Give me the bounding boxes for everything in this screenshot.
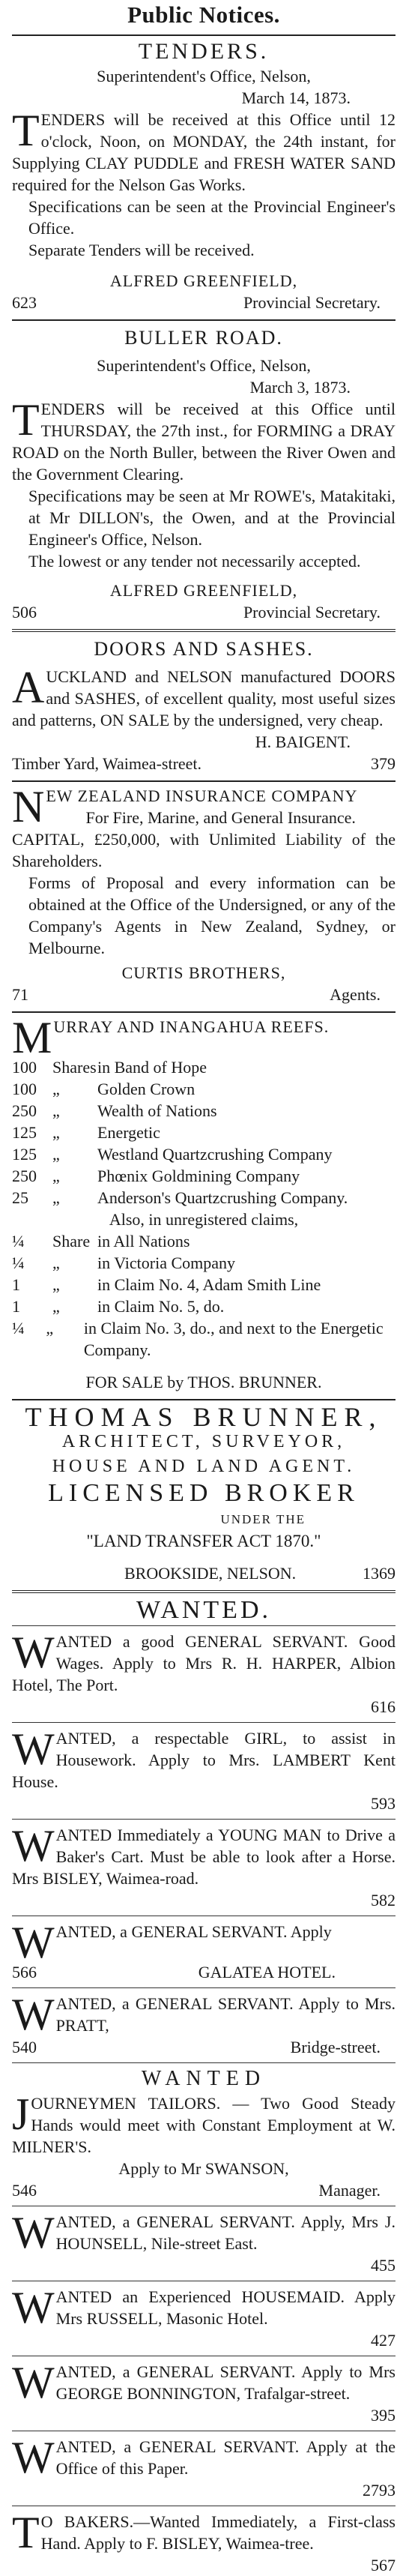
tenders-spec: Specifications can be seen at the Provincial Engineer's Office. [28,197,396,238]
tenders-role: Provincial Secretary. [243,293,381,312]
divider [12,34,396,36]
divider [12,1625,396,1626]
wanted-ad-body: ANTED, a GENERAL SERVANT. Apply to Mrs GEORGE BONNINGTON, Trafalgar-street. [55,2362,396,2403]
brunner-notice [12,1402,396,1584]
bakers-ad [12,2508,396,2576]
wanted-ad-body: ANTED, a respectable GIRL, to assist in Housework. Apply to Mrs. LAMBERT Kent House. [12,1729,396,1791]
brunner-name: THOMAS BRUNNER, [25,1402,383,1432]
wanted-ad [12,1724,396,1814]
wanted-ad-signer: GALATEA HOTEL. [198,1963,336,1981]
journeymen-body: OURNEYMEN TAILORS. — Two Good Steady Hands would meet with Constant Employment at W. MILNER'S. [12,2094,396,2156]
claims-list [12,1230,396,1361]
murray-sale: FOR SALE by THOS. BRUNNER. [85,1373,322,1391]
buller-number: 506 [12,603,37,622]
divider [12,2062,396,2063]
drop-cap: W [12,2208,55,2257]
wanted-ad-body: ANTED, a GENERAL SERVANT. Apply at the Office of this Paper. [55,2437,396,2478]
insurance-capital: CAPITAL, £250,000, with Unlimited Liability of the Shareholders. [12,830,396,870]
tenders-number: 623 [12,293,37,312]
drop-cap: T [12,106,40,155]
divider [12,319,396,321]
brunner-act: "LAND TRANSFER ACT 1870." [86,1532,321,1550]
drop-cap: W [12,1990,55,2039]
insurance-signer: CURTIS BROTHERS, [121,963,286,982]
drop-cap: W [12,1724,55,1774]
doors-number: 379 [371,754,396,773]
drop-cap: W [12,2433,55,2482]
drop-cap: M [12,1013,52,1062]
wanted-ad [12,1821,396,1911]
buller-signer: ALFRED GREENFIELD, [109,581,298,600]
list-item: 250 „ Phœnix Goldmining Company [12,1167,300,1185]
list-item: ¼ „ in Claim No. 3, do., and next to the Energetic Company. [12,1319,384,1359]
wanted-ad-body: ANTED an Experienced HOUSEMAID. Apply Mrs RUSSELL, Masonic Hotel. [55,2287,396,2328]
wanted-ad-signer: Bridge-street. [290,2038,381,2056]
insurance-title: EW ZEALAND INSURANCE COMPANY [46,786,358,805]
insurance-number: 71 [12,985,28,1004]
wanted-ad-number: 395 [371,2406,396,2425]
doors-notice [12,638,396,774]
drop-cap: W [12,1628,55,1677]
tenders-body: ENDERS will be received at this Office until 12 o'clock, Noon, on MONDAY, the 24th instant, for Supplying CLAY PUDDLE and FRESH WATER SAND required for the Nelson Gas Works. [12,110,396,194]
drop-cap: T [12,395,40,445]
divider [12,1722,396,1723]
drop-cap: W [12,2358,55,2407]
wanted-ad-number: 566 [12,1963,37,1981]
divider [12,1987,396,1988]
wanted-ad-body: ANTED, a GENERAL SERVANT. Apply, Mrs J. HOUNSELL, Nile-street East. [55,2212,396,2253]
divider [12,1399,396,1400]
drop-cap: W [12,2283,55,2332]
journeymen-apply: Apply to Mr SWANSON, [118,2159,289,2178]
brunner-under: UNDER THE [220,1512,306,1526]
wanted-ad-body: ANTED, a GENERAL SERVANT. Apply to Mrs. PRATT, [55,1994,396,2035]
tenders-date: March 14, 1873. [241,88,351,107]
wanted-ad-number: 593 [371,1794,396,1813]
drop-cap: W [12,1821,55,1871]
wanted-ad-number: 582 [371,1891,396,1910]
brunner-licensed: LICENSED BROKER [48,1479,360,1507]
murray-also: Also, in unregistered claims, [109,1210,299,1229]
list-item: 1 „ in Claim No. 4, Adam Smith Line [12,1275,321,1294]
drop-cap: T [12,2508,40,2557]
tenders-notice [12,40,396,313]
divider [12,629,396,632]
insurance-body: Forms of Proposal and every information can be obtained at the Office of the Undersigned, or any of the Company's Agents in New Zealand, Sydney, or Melbourne. [28,873,396,957]
journeymen-number: 546 [12,2181,37,2200]
insurance-subtitle: For Fire, Marine, and General Insurance. [85,808,356,827]
divider [12,1590,396,1593]
shares-list [12,1056,396,1209]
list-item: 125 „ Energetic [12,1123,160,1142]
doors-address: Timber Yard, Waimea-street. [12,754,202,773]
notices-column [12,0,396,2576]
buller-role: Provincial Secretary. [243,603,381,622]
wanted-title: WANTED. [136,1596,272,1624]
murray-notice [12,1013,396,1393]
wanted-section [12,1596,396,2576]
murray-title: URRAY AND INANGAHUA REEFS. [53,1017,330,1036]
wanted-ad-body: ANTED a good GENERAL SERVANT. Good Wages. Apply to Mrs R. H. HARPER, Albion Hotel, The Port. [12,1632,396,1694]
drop-cap: W [12,1918,55,1967]
buller-title: BULLER ROAD. [124,327,283,349]
brunner-line2: HOUSE AND LAND AGENT. [52,1457,356,1476]
divider [12,780,396,782]
page-title: Public Notices. [127,1,280,28]
buller-office: Superintendent's Office, Nelson, [97,356,311,375]
wanted-ad [12,2433,396,2501]
journeymen-title: WANTED [141,2067,267,2090]
buller-body: ENDERS will be received at this Office until THURSDAY, the 27th inst., for FORMING a DRAY ROAD on the North Buller, between the River Owen and the Government Clearing. [12,400,396,484]
wanted-ad [12,2208,396,2276]
bakers-body: O BAKERS.—Wanted Immediately, a First-class Hand. Apply to F. BISLEY, Waimea-tree. [40,2512,396,2553]
wanted-ad-number: 616 [371,1697,396,1716]
wanted-ad-number: 427 [371,2331,396,2350]
buller-lowest: The lowest or any tender not necessarily accepted. [28,552,361,571]
insurance-notice [12,782,396,1005]
doors-body: UCKLAND and NELSON manufactured DOORS and SASHES, of excellent quality, most useful sizes and patterns, ON SALE by the undersigned, very cheap. [12,667,396,729]
bakers-number: 567 [371,2556,396,2575]
journeymen-ad [12,2068,396,2201]
list-item: 100 „ Golden Crown [12,1080,196,1098]
brunner-line1: ARCHITECT, SURVEYOR, [61,1432,346,1451]
doors-signer: H. BAIGENT. [255,732,351,751]
buller-road-notice [12,327,396,623]
drop-cap: A [12,663,45,712]
tenders-office: Superintendent's Office, Nelson, [97,67,311,85]
list-item: 125 „ Westland Quartzcrushing Company [12,1145,333,1164]
tenders-signer: ALFRED GREENFIELD, [109,271,298,290]
journeymen-role: Manager. [318,2181,381,2200]
list-item: ¼ „ in Victoria Company [12,1254,236,1272]
wanted-ad-body: ANTED, a GENERAL SERVANT. Apply [55,1922,332,1941]
list-item: 1 „ in Claim No. 5, do. [12,1297,225,1316]
drop-cap: N [12,782,45,831]
list-item: 25 „ Anderson's Quartzcrushing Company. [12,1188,348,1207]
wanted-ad [12,1628,396,1718]
divider [12,1011,396,1013]
buller-date: March 3, 1873. [249,378,351,397]
wanted-ad [12,1918,396,1983]
brunner-number: 1369 [363,1564,396,1583]
drop-cap: J [12,2089,30,2139]
divider [12,1819,396,1820]
wanted-ad [12,2358,396,2426]
wanted-ad [12,1990,396,2058]
list-item: 250 „ Wealth of Nations [12,1101,217,1120]
wanted-ad [12,2283,396,2351]
tenders-title: TENDERS. [138,39,270,64]
wanted-ad-number: 2793 [363,2481,396,2500]
wanted-ad-body: ANTED Immediately a YOUNG MAN to Drive a Baker's Cart. Must be able to look after a Horse. Mrs BISLEY, Waimea-road. [12,1826,396,1888]
wanted-ad-number: 540 [12,2038,37,2056]
buller-spec: Specifications may be seen at Mr ROWE's, Matakitaki, at Mr DILLON's, the Owen, and at the Provincial Engineer's Office, Nelson. [28,487,396,549]
list-item: ¼ Share in All Nations [12,1232,190,1251]
list-item: 100 Shares in Band of Hope [12,1058,207,1077]
doors-title: DOORS AND SASHES. [94,638,314,660]
wanted-ad-number: 455 [371,2256,396,2275]
brunner-address: BROOKSIDE, NELSON. [124,1564,297,1583]
tenders-separate: Separate Tenders will be received. [28,241,255,259]
insurance-role: Agents. [330,985,381,1004]
